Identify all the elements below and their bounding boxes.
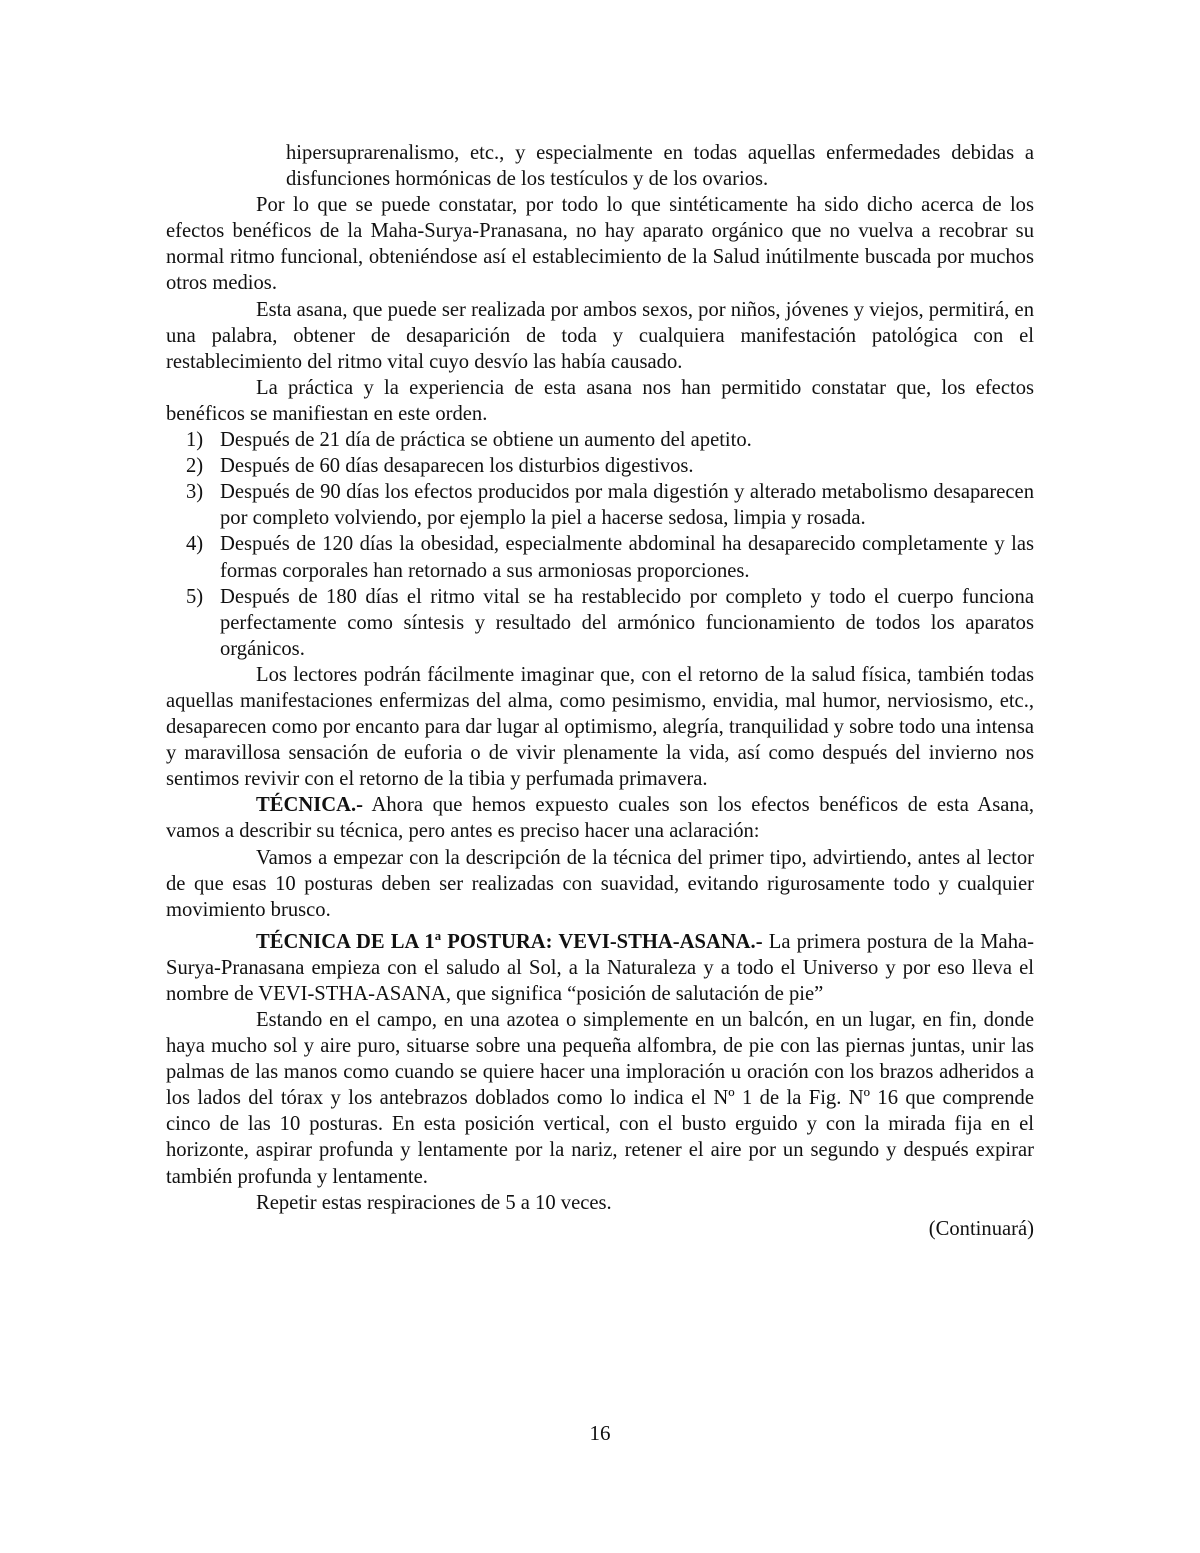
postura-heading-pre: TÉCNICA DE LA 1 xyxy=(256,930,435,953)
postura-heading xyxy=(256,928,763,953)
paragraph-practica: La práctica y la experiencia de esta asana nos han permitido constatar que, los efectos benéficos se manifiestan en este orden. xyxy=(166,376,1034,425)
list-item xyxy=(166,453,1034,479)
list-text: Después de 180 días el ritmo vital se ha restablecido por completo y todo el cuerpo funciona perfectamente como síntesis y resultado del armónico funcionamiento de todos los aparatos orgánicos. xyxy=(220,585,1034,660)
paragraph-tecnica xyxy=(166,792,1034,844)
list-item xyxy=(166,584,1034,662)
page-number: 16 xyxy=(589,1421,611,1445)
paragraph-postura xyxy=(166,923,1034,1007)
list-text: Después de 60 días desaparecen los disturbios digestivos. xyxy=(220,455,694,478)
paragraph-lectores: Los lectores podrán fácilmente imaginar que, con el retorno de la salud física, también todas aquellas manifestaciones enfermizas del alma, como pesimismo, envidia, mal humor, nerviosismo, etc., desaparecen como por encanto para dar lugar al optimismo, alegría, tranquilidad y sobre todo una intensa y maravillosa sensación de euforia o de vivir plenamente la vida, así como después del invierno nos sentimos revivir con el retorno de la tibia y perfumada primavera. xyxy=(166,663,1034,791)
body-text xyxy=(166,140,1034,1242)
postura-heading-post: POSTURA: VEVI-STHA-ASANA.- xyxy=(441,930,763,953)
paragraph-empezar: Vamos a empezar con la descripción de la técnica del primer tipo, advirtiendo, antes al lector de que esas 10 posturas deben ser realizadas con suavidad, evitando rigurosamente todo y cualquier movimiento brusco. xyxy=(166,846,1034,921)
list-number: 2) xyxy=(186,455,204,478)
paragraph-repetir: Repetir estas respiraciones de 5 a 10 veces. xyxy=(256,1191,612,1214)
paragraph-asana: Esta asana, que puede ser realizada por ambos sexos, por niños, jóvenes y viejos, permitirá, en una palabra, obtener de desaparición de toda y cualquiera manifestación patológica con el restablecimiento del ritmo vital cuyo desvío las había causado. xyxy=(166,298,1034,373)
list-item xyxy=(166,427,1034,453)
list-number: 3) xyxy=(186,481,204,504)
list-number: 4) xyxy=(186,533,204,556)
continued-note: (Continuará) xyxy=(928,1217,1034,1240)
paragraph-constatar: Por lo que se puede constatar, por todo lo que sintéticamente ha sido dicho acerca de los efectos benéficos de la Maha-Surya-Pranasana, no hay aparato orgánico que no vuelva a recobrar su normal ritmo funcional, obteniéndose así el establecimiento de la Salud inútilmente buscada por muchos otros medios. xyxy=(166,194,1034,295)
effects-list xyxy=(166,427,1034,662)
list-number: 5) xyxy=(186,585,204,608)
continuation-paragraph: hipersuprarenalismo, etc., y especialmente en todas aquellas enfermedades debidas a disfunciones hormónicas de los testículos y de los ovarios. xyxy=(286,142,1034,191)
postura-heading-sup: a xyxy=(434,928,442,943)
list-number: 1) xyxy=(186,429,204,452)
paragraph-campo: Estando en el campo, en una azotea o simplemente en un balcón, en un lugar, en fin, donde haya mucho sol y aire puro, situarse sobre una pequeña alfombra, de pie con las piernas juntas, unir las palmas de las manos como cuando se quiere hacer una imploración u oración con los brazos adheridos a los lados del tórax y los antebrazos doblados como lo indica el Nº 1 de la Fig. Nº 16 que comprende cinco de las 10 posturas. En esta posición vertical, con el busto erguido y con la mirada fija en el horizonte, aspirar profunda y lentamente por la nariz, retener el aire por un segundo y después expirar también profunda y lentamente. xyxy=(166,1008,1034,1188)
list-text: Después de 120 días la obesidad, especialmente abdominal ha desaparecido completamente y las formas corporales han retornado a sus armoniosas proporciones. xyxy=(220,533,1034,582)
list-text: Después de 90 días los efectos producidos por mala digestión y alterado metabolismo desaparecen por completo volviendo, por ejemplo la piel a hacerse sedosa, limpia y rosada. xyxy=(220,481,1034,530)
postura-text: La primera postura de la Maha-Surya-Pranasana empieza con el saludo al Sol, a la Naturaleza y a todo el Universo y por eso lleva el nombre de VEVI-STHA-ASANA, que significa “posición de salutación de pie” xyxy=(166,930,1034,1005)
tecnica-heading: TÉCNICA.- xyxy=(256,794,363,817)
tecnica-text: Ahora que hemos expuesto cuales son los efectos benéficos de esta Asana, vamos a describir su técnica, pero antes es preciso hacer una aclaración: xyxy=(166,794,1034,843)
list-item xyxy=(166,479,1034,531)
list-item xyxy=(166,531,1034,583)
list-text: Después de 21 día de práctica se obtiene un aumento del apetito. xyxy=(220,429,752,452)
